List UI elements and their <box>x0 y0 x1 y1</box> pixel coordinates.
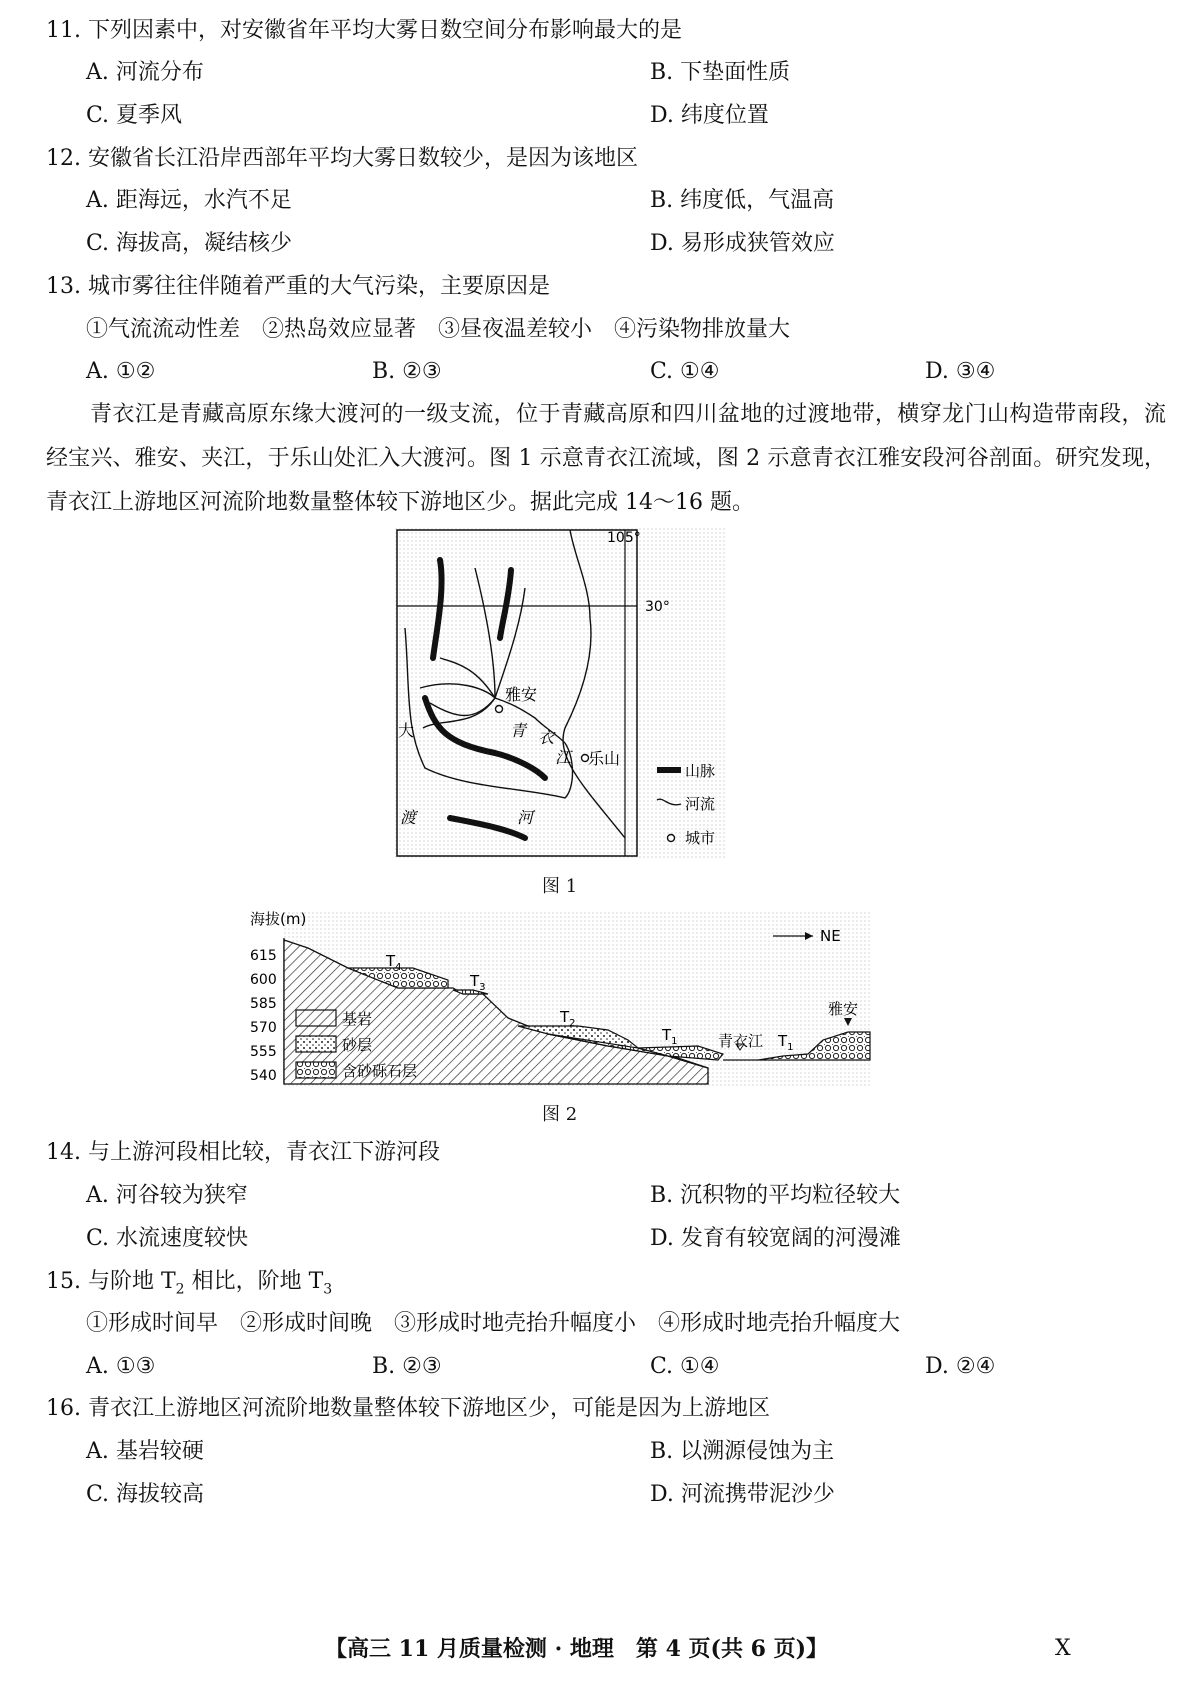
q16-option-b: B. 以溯源侵蚀为主 <box>650 1439 835 1464</box>
figure-2-caption: 图 2 <box>542 1104 578 1125</box>
terrace-t3-label: $T_3$ <box>470 972 486 993</box>
q15-option-d: D. ②④ <box>925 1354 996 1379</box>
y-tick-540: 540 <box>250 1068 277 1084</box>
legend-river-label: 河流 <box>685 795 716 813</box>
legend-gravel-label: 含砂砾石层 <box>342 1062 418 1080</box>
city-yaan-label: 雅安 <box>828 1000 859 1018</box>
direction-label: NE <box>820 927 841 945</box>
figure-1-map <box>395 528 725 858</box>
terrace-t4-label: $T_4$ <box>386 952 402 973</box>
y-tick-555: 555 <box>250 1044 277 1060</box>
q15-option-a: A. ①③ <box>86 1354 156 1379</box>
legend-bedrock-label: 基岩 <box>342 1010 373 1028</box>
city-yaan-label: 雅安 <box>505 685 538 704</box>
city-yaan-marker <box>496 706 503 713</box>
lon-label: 105° <box>607 530 641 546</box>
y-tick-585: 585 <box>250 996 277 1012</box>
figure-2-profile <box>248 908 872 1088</box>
lat-label: 30° <box>645 599 670 615</box>
q12-option-b: B. 纬度低，气温高 <box>650 188 835 213</box>
q11-option-b: B. 下垫面性质 <box>650 60 791 85</box>
q11-stem: 11. 下列因素中，对安徽省年平均大雾日数空间分布影响最大的是 <box>46 18 682 43</box>
q15-option-b: B. ②③ <box>372 1354 442 1379</box>
q11-option-c: C. 夏季风 <box>86 103 183 128</box>
legend-sand-label: 砂层 <box>342 1036 373 1054</box>
footer-mark: X <box>1055 1636 1071 1661</box>
q12-option-a: A. 距海远，水汽不足 <box>86 188 292 213</box>
y-tick-570: 570 <box>250 1020 277 1036</box>
passage-text: 青衣江是青藏高原东缘大渡河的一级支流，位于青藏高原和四川盆地的过渡地带，横穿龙门山构造带南段，流经宝兴、雅安、夹江，于乐山处汇入大渡河。图 1 示意青衣江流域，图 2 示意青衣江雅安段河谷剖面。研究发现，青衣江上游地区河流阶地数量整体较下游地区少。据此完成 14～16 题。 <box>46 402 1166 515</box>
y-tick-615: 615 <box>250 948 277 964</box>
q15-option-c: C. ①④ <box>650 1354 720 1379</box>
q11-option-a: A. 河流分布 <box>86 60 204 85</box>
page-footer: 【高三 11 月质量检测 · 地理 第 4 页(共 6 页)】 <box>325 1636 828 1662</box>
legend-city-label: 城市 <box>685 829 716 847</box>
q14-option-c: C. 水流速度较快 <box>86 1226 249 1251</box>
q15-stem: 15. 与阶地 $T_2$ 相比，阶地 $T_3$ <box>46 1269 333 1298</box>
legend-mountain-label: 山脉 <box>685 762 716 780</box>
q13-option-c: C. ①④ <box>650 359 720 384</box>
q14-option-a: A. 河谷较为狭窄 <box>86 1183 248 1208</box>
river-qingyi-label: 青衣江 <box>718 1032 764 1050</box>
q14-stem: 14. 与上游河段相比较，青衣江下游河段 <box>46 1140 440 1165</box>
legend-bedrock-symbol <box>296 1010 336 1026</box>
q13-stem: 13. 城市雾往往伴随着严重的大气污染，主要原因是 <box>46 274 550 299</box>
river-qing-char-3: 江 <box>555 748 572 767</box>
q14-option-b: B. 沉积物的平均粒径较大 <box>650 1183 901 1208</box>
q13-items: ①气流流动性差 ②热岛效应显著 ③昼夜温差较小 ④污染物排放量大 <box>86 317 791 342</box>
y-tick-600: 600 <box>250 972 277 988</box>
city-leshan-label: 乐山 <box>588 749 621 768</box>
q16-option-c: C. 海拔较高 <box>86 1482 205 1507</box>
q12-option-d: D. 易形成狭管效应 <box>650 231 835 256</box>
y-axis-label: 海拔(m) <box>250 910 307 928</box>
legend-sand-symbol <box>296 1036 336 1052</box>
q12-stem: 12. 安徽省长江沿岸西部年平均大雾日数较少，是因为该地区 <box>46 146 638 171</box>
terrace-t2-label: $T_2$ <box>560 1008 576 1029</box>
legend-city-symbol <box>668 835 675 842</box>
river-da-char-1: 大 <box>398 721 415 740</box>
river-qing-char-1: 青 <box>510 721 527 740</box>
river-da-char-2: 渡 <box>400 808 417 827</box>
q13-option-b: B. ②③ <box>372 359 442 384</box>
q16-option-a: A. 基岩较硬 <box>86 1439 204 1464</box>
terrace-t1-right-label: $T_1$ <box>778 1032 794 1053</box>
river-qing-char-2: 衣 <box>538 728 555 747</box>
river-da-char-3: 河 <box>517 808 534 827</box>
q15-items: ①形成时间早 ②形成时间晚 ③形成时地壳抬升幅度小 ④形成时地壳抬升幅度大 <box>86 1311 901 1336</box>
q14-option-d: D. 发育有较宽阔的河漫滩 <box>650 1226 901 1251</box>
q16-stem: 16. 青衣江上游地区河流阶地数量整体较下游地区少，可能是因为上游地区 <box>46 1396 770 1421</box>
q11-option-d: D. 纬度位置 <box>650 103 769 128</box>
q16-option-d: D. 河流携带泥沙少 <box>650 1482 835 1507</box>
q13-option-d: D. ③④ <box>925 359 996 384</box>
figure-1-caption: 图 1 <box>542 876 578 897</box>
legend-gravel-symbol <box>296 1062 336 1078</box>
terrace-t1-left-label: $T_1$ <box>662 1026 678 1047</box>
q12-option-c: C. 海拔高，凝结核少 <box>86 231 293 256</box>
q13-option-a: A. ①② <box>86 359 156 384</box>
